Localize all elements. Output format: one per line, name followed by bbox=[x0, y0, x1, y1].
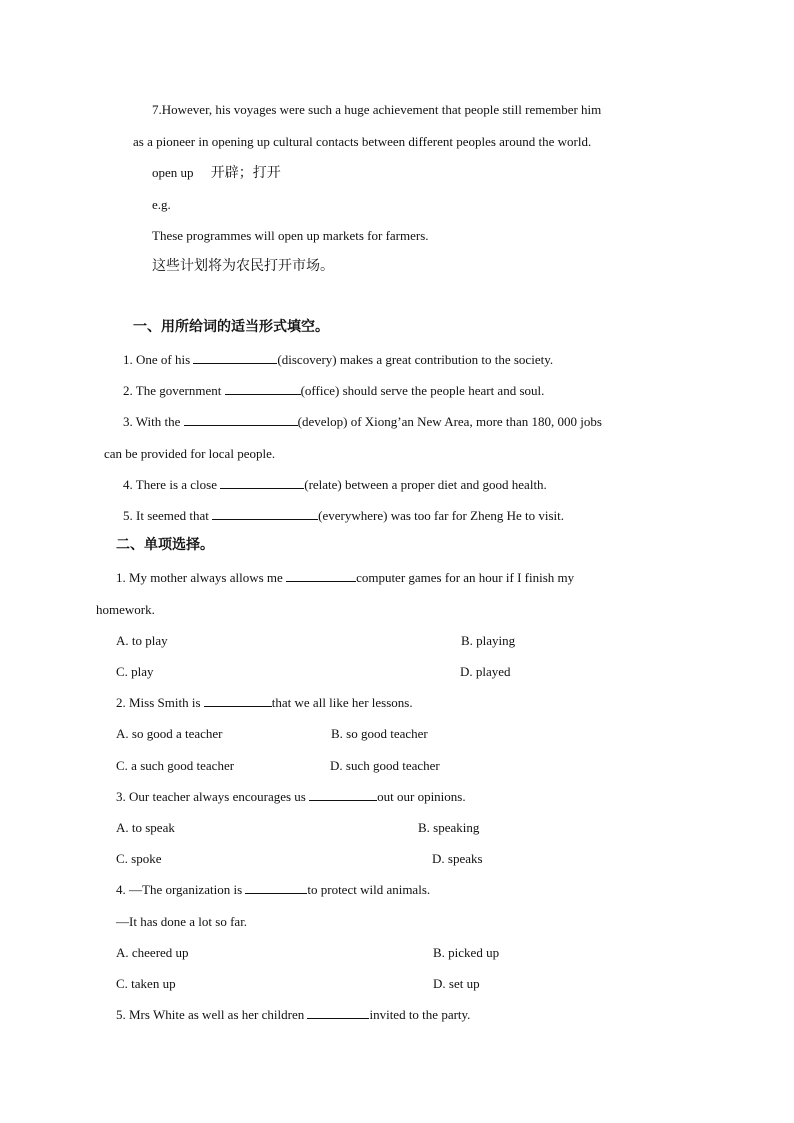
phrase: open up bbox=[152, 165, 194, 180]
answer-blank[interactable] bbox=[212, 507, 318, 520]
question-1: 1. My mother always allows me computer games for an hour if I finish my bbox=[116, 570, 575, 585]
answer-blank[interactable] bbox=[309, 788, 377, 801]
option-d[interactable]: D. played bbox=[460, 664, 511, 679]
option-a[interactable]: A. so good a teacher bbox=[116, 726, 223, 741]
answer-blank[interactable] bbox=[193, 351, 277, 364]
answer-blank[interactable] bbox=[225, 382, 301, 395]
phrase-meaning: 开辟；打开 bbox=[210, 166, 281, 181]
question-4-reply: —It has done a lot so far. bbox=[116, 914, 248, 929]
fill-item-5: 5. It seemed that (everywhere) was too far for Zheng He to visit. bbox=[123, 508, 565, 523]
phrase-entry bbox=[152, 164, 281, 183]
note-sentence-line2: as a pioneer in opening up cultural contacts between different peoples around the world. bbox=[133, 134, 592, 149]
fill-item-3-continuation: can be provided for local people. bbox=[104, 446, 276, 461]
question-3: 3. Our teacher always encourages us out our opinions. bbox=[116, 789, 466, 804]
option-d[interactable]: D. such good teacher bbox=[330, 758, 440, 773]
option-c[interactable]: C. a such good teacher bbox=[116, 758, 235, 773]
fill-item-1: 1. One of his (discovery) makes a great contribution to the society. bbox=[123, 352, 554, 367]
option-a[interactable]: A. to play bbox=[116, 633, 168, 648]
option-d[interactable]: D. set up bbox=[433, 976, 480, 991]
question-4: 4. —The organization is to protect wild animals. bbox=[116, 882, 431, 897]
answer-blank[interactable] bbox=[245, 881, 307, 894]
eg-label: e.g. bbox=[152, 197, 171, 212]
answer-blank[interactable] bbox=[220, 476, 304, 489]
example-en: These programmes will open up markets for farmers. bbox=[152, 228, 429, 243]
fill-item-3: 3. With the (develop) of Xiong’an New Area, more than 180, 000 jobs bbox=[123, 414, 602, 429]
option-a[interactable]: A. to speak bbox=[116, 820, 175, 835]
answer-blank[interactable] bbox=[286, 569, 356, 582]
option-b[interactable]: B. so good teacher bbox=[331, 726, 428, 741]
section2-title: 二、单项选择。 bbox=[116, 538, 214, 553]
note-sentence-line1: 7.However, his voyages were such a huge achievement that people still remember him bbox=[152, 102, 602, 117]
option-c[interactable]: C. play bbox=[116, 664, 154, 679]
answer-blank[interactable] bbox=[204, 694, 272, 707]
option-c[interactable]: C. taken up bbox=[116, 976, 176, 991]
question-2: 2. Miss Smith is that we all like her lessons. bbox=[116, 695, 413, 710]
option-c[interactable]: C. spoke bbox=[116, 851, 162, 866]
question-5: 5. Mrs White as well as her children invited to the party. bbox=[116, 1007, 471, 1022]
fill-item-4: 4. There is a close (relate) between a proper diet and good health. bbox=[123, 477, 547, 492]
section1-title: 一、用所给词的适当形式填空。 bbox=[133, 320, 329, 335]
option-b[interactable]: B. playing bbox=[461, 633, 516, 648]
answer-blank[interactable] bbox=[184, 413, 298, 426]
answer-blank[interactable] bbox=[307, 1006, 369, 1019]
example-zh: 这些计划将为农民打开市场。 bbox=[152, 259, 334, 274]
fill-item-2: 2. The government (office) should serve the people heart and soul. bbox=[123, 383, 545, 398]
option-d[interactable]: D. speaks bbox=[432, 851, 483, 866]
option-b[interactable]: B. picked up bbox=[433, 945, 500, 960]
question-1-continuation: homework. bbox=[96, 602, 155, 617]
option-a[interactable]: A. cheered up bbox=[116, 945, 189, 960]
option-b[interactable]: B. speaking bbox=[418, 820, 480, 835]
